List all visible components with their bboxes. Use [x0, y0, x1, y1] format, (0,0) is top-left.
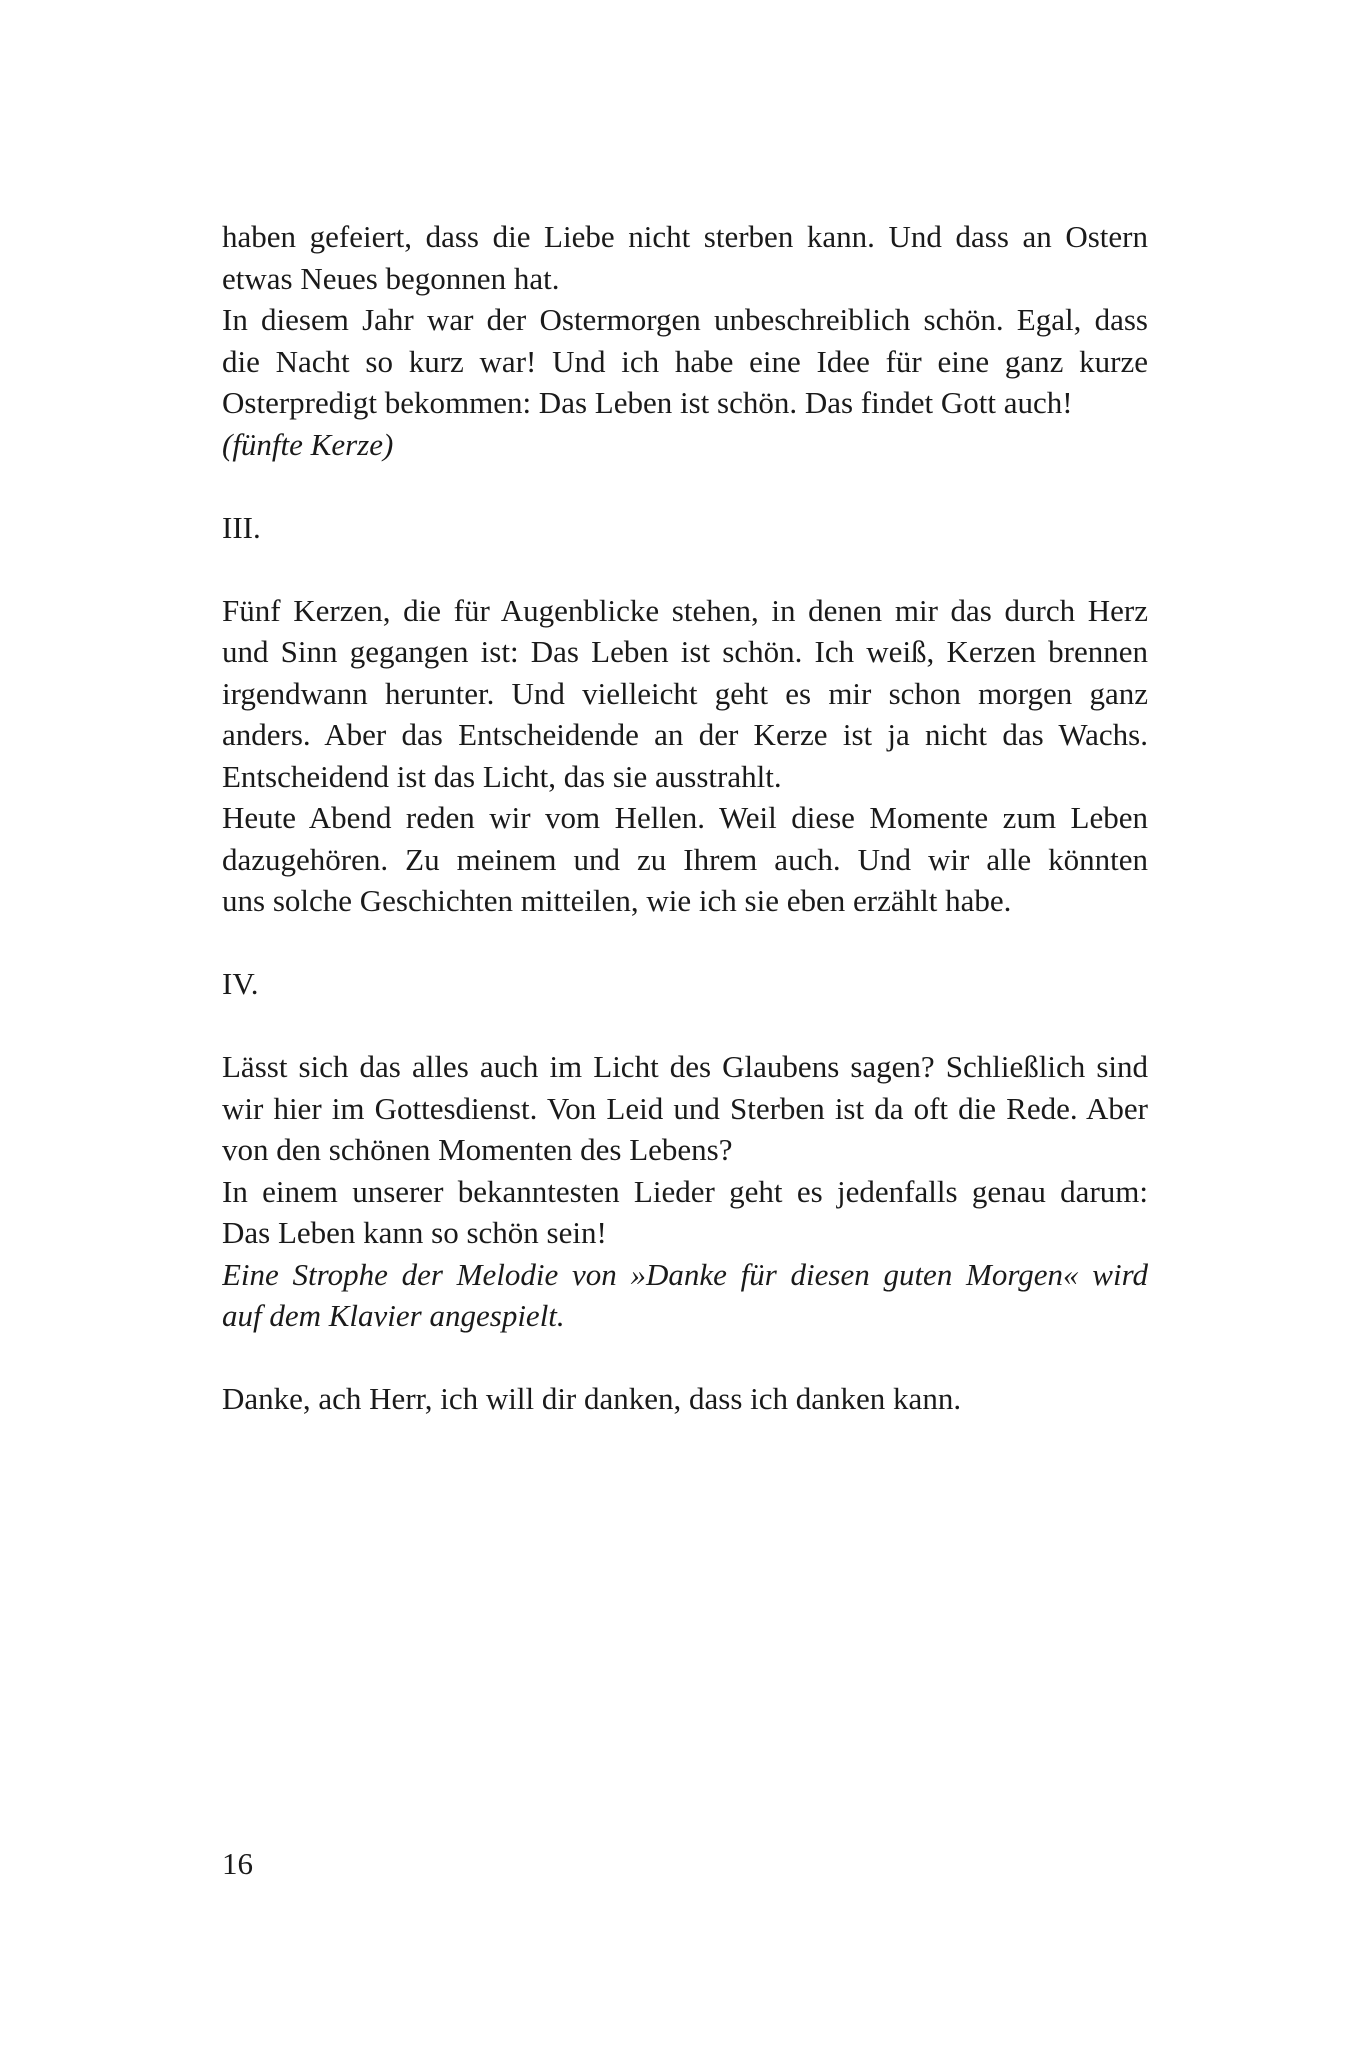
text-line: Osterpredigt bekommen: Das Leben ist schön. Das findet Gott auch! — [222, 385, 1073, 420]
paragraph-gap — [222, 922, 1148, 964]
text-line: haben gefeiert, dass die Liebe nicht sterben kann. Und dass an Ostern — [222, 219, 1148, 254]
text-line: In einem unserer bekanntesten Lieder geht es jedenfalls genau darum: — [222, 1173, 1148, 1209]
text-line: uns solche Geschichten mitteilen, wie ich sie eben erzählt habe. — [222, 883, 1012, 918]
text-line: Lässt sich das alles auch im Licht des Glaubens sagen? Schließlich sind — [222, 1049, 1148, 1084]
text-line: Heute Abend reden wir vom Hellen. Weil diese Momente zum Leben — [222, 800, 1148, 835]
paragraph-gap — [222, 465, 1148, 507]
text-line: dazugehören. Zu meinem und zu Ihrem auch. Und wir alle könnten — [222, 841, 1148, 877]
stage-direction: Eine Strophe der Melodie von »Danke für diesen guten Morgen« wird — [222, 1256, 1148, 1292]
text-line: Fünf Kerzen, die für Augenblicke stehen, in denen mir das durch Herz — [222, 592, 1148, 628]
text-line: die Nacht so kurz war! Und ich habe eine Idee für eine ganz kurze — [222, 343, 1148, 379]
page-number: 16 — [222, 1846, 253, 1881]
text-line: etwas Neues begonnen hat. — [222, 260, 560, 296]
text-line: In diesem Jahr war der Ostermorgen unbeschreiblich schön. Egal, dass — [222, 302, 1148, 337]
paragraph-gap — [222, 1005, 1148, 1047]
paragraph-gap — [222, 548, 1148, 590]
section-heading-iii: III. — [222, 509, 261, 545]
text-line: anders. Aber das Entscheidende an der Kerze ist ja nicht das Wachs. — [222, 717, 1148, 752]
section-heading-iv: IV. — [222, 966, 259, 1001]
stage-direction: auf dem Klavier angespielt. — [222, 1298, 565, 1333]
paragraph-gap — [222, 1337, 1148, 1379]
text-line: Das Leben kann so schön sein! — [222, 1215, 607, 1250]
stage-direction: (fünfte Kerze) — [222, 426, 394, 462]
body-text — [222, 216, 1148, 1420]
hymn-line: Danke, ach Herr, ich will dir danken, dass ich danken kann. — [222, 1381, 962, 1416]
text-line: von den schönen Momenten des Lebens? — [222, 1132, 733, 1167]
text-line: wir hier im Gottesdienst. Von Leid und Sterben ist da oft die Rede. Aber — [222, 1090, 1148, 1126]
text-line: Entscheidend ist das Licht, das sie ausstrahlt. — [222, 758, 782, 794]
text-line: irgendwann herunter. Und vielleicht geht es mir schon morgen ganz — [222, 675, 1148, 711]
text-line: und Sinn gegangen ist: Das Leben ist schön. Ich weiß, Kerzen brennen — [222, 634, 1148, 669]
